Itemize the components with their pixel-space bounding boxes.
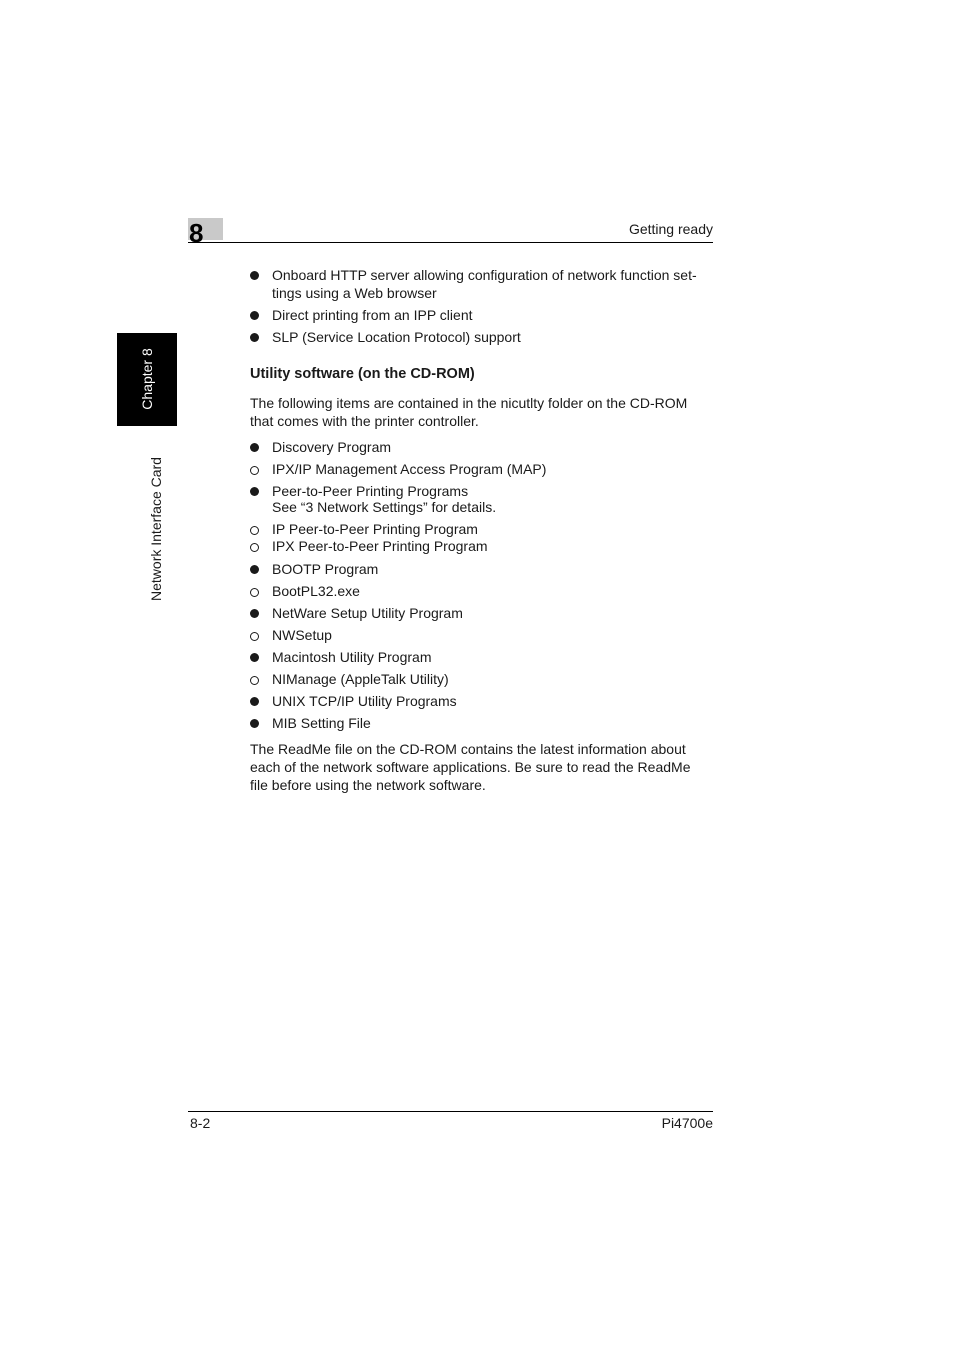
list-item xyxy=(250,692,713,710)
filled-bullet-icon xyxy=(250,487,259,496)
list-item xyxy=(250,460,713,478)
list-item xyxy=(250,648,713,666)
list-item-text: BootPL32.exe xyxy=(272,583,360,599)
filled-bullet-icon xyxy=(250,311,259,320)
list-item-text: Direct printing from an IPP client xyxy=(272,307,473,323)
list-item-text: IPX/IP Management Access Program (MAP) xyxy=(272,461,547,477)
header-rule xyxy=(188,242,713,243)
filled-bullet-icon xyxy=(250,609,259,618)
filled-bullet-icon xyxy=(250,719,259,728)
list-item-text: NIManage (AppleTalk Utility) xyxy=(272,671,449,687)
list-item-text: Peer-to-Peer Printing Programs xyxy=(272,483,469,499)
list-item-note: See “3 Network Settings” for details. xyxy=(272,499,497,515)
list-item-text: Discovery Program xyxy=(272,439,392,455)
open-bullet-icon xyxy=(250,526,259,535)
open-bullet-icon xyxy=(250,543,259,552)
paragraph-line: file before using the network software. xyxy=(250,777,486,793)
list-item xyxy=(250,328,713,346)
filled-bullet-icon xyxy=(250,565,259,574)
filled-bullet-icon xyxy=(250,443,259,452)
chapter-number: 8 xyxy=(189,218,204,248)
list-item-text: SLP (Service Location Protocol) support xyxy=(272,329,521,345)
list-item xyxy=(250,670,713,688)
list-item xyxy=(250,482,713,516)
paragraph-line: that comes with the printer controller. xyxy=(250,413,479,429)
open-bullet-icon xyxy=(250,466,259,475)
list-item xyxy=(250,714,713,732)
open-bullet-icon xyxy=(250,588,259,597)
intro-paragraph xyxy=(250,394,713,430)
chapter-tab-label: Chapter 8 xyxy=(139,348,155,410)
list-item-text: MIB Setting File xyxy=(272,715,371,731)
section-heading: Utility software (on the CD-ROM) xyxy=(250,366,475,382)
paragraph-line: The ReadMe file on the CD-ROM contains the latest information about xyxy=(250,741,686,757)
page-number: 8-2 xyxy=(190,1115,211,1131)
paragraph-line: The following items are contained in the nicutlty folder on the CD-ROM xyxy=(250,395,688,411)
list-item xyxy=(250,266,713,302)
list-item xyxy=(250,438,713,456)
filled-bullet-icon xyxy=(250,271,259,280)
open-bullet-icon xyxy=(250,676,259,685)
list-item xyxy=(250,306,713,324)
paragraph-line: each of the network software applications. Be sure to read the ReadMe xyxy=(250,759,691,775)
list-item-text: UNIX TCP/IP Utility Programs xyxy=(272,693,457,709)
product-name: Pi4700e xyxy=(661,1115,713,1131)
list-item xyxy=(250,537,713,555)
filled-bullet-icon xyxy=(250,333,259,342)
list-item-text: IPX Peer-to-Peer Printing Program xyxy=(272,538,488,554)
list-item-text-line: Onboard HTTP server allowing configuration of network function set- xyxy=(272,267,697,283)
open-bullet-icon xyxy=(250,632,259,641)
list-item-text-line: tings using a Web browser xyxy=(272,285,437,301)
filled-bullet-icon xyxy=(250,697,259,706)
closing-paragraph xyxy=(250,740,713,794)
list-item-text: Macintosh Utility Program xyxy=(272,649,432,665)
list-item xyxy=(250,582,713,600)
list-item-text: IP Peer-to-Peer Printing Program xyxy=(272,521,478,537)
list-item-text: NetWare Setup Utility Program xyxy=(272,605,463,621)
list-item-text: NWSetup xyxy=(272,627,332,643)
page-content xyxy=(250,266,713,794)
running-header-title: Getting ready xyxy=(628,221,713,237)
list-item xyxy=(250,520,713,538)
list-item-text: BOOTP Program xyxy=(272,561,379,577)
footer-rule xyxy=(188,1111,713,1112)
list-item xyxy=(250,626,713,644)
list-item xyxy=(250,604,713,622)
side-section-label: Network Interface Card xyxy=(148,457,164,601)
filled-bullet-icon xyxy=(250,653,259,662)
list-item xyxy=(250,560,713,578)
